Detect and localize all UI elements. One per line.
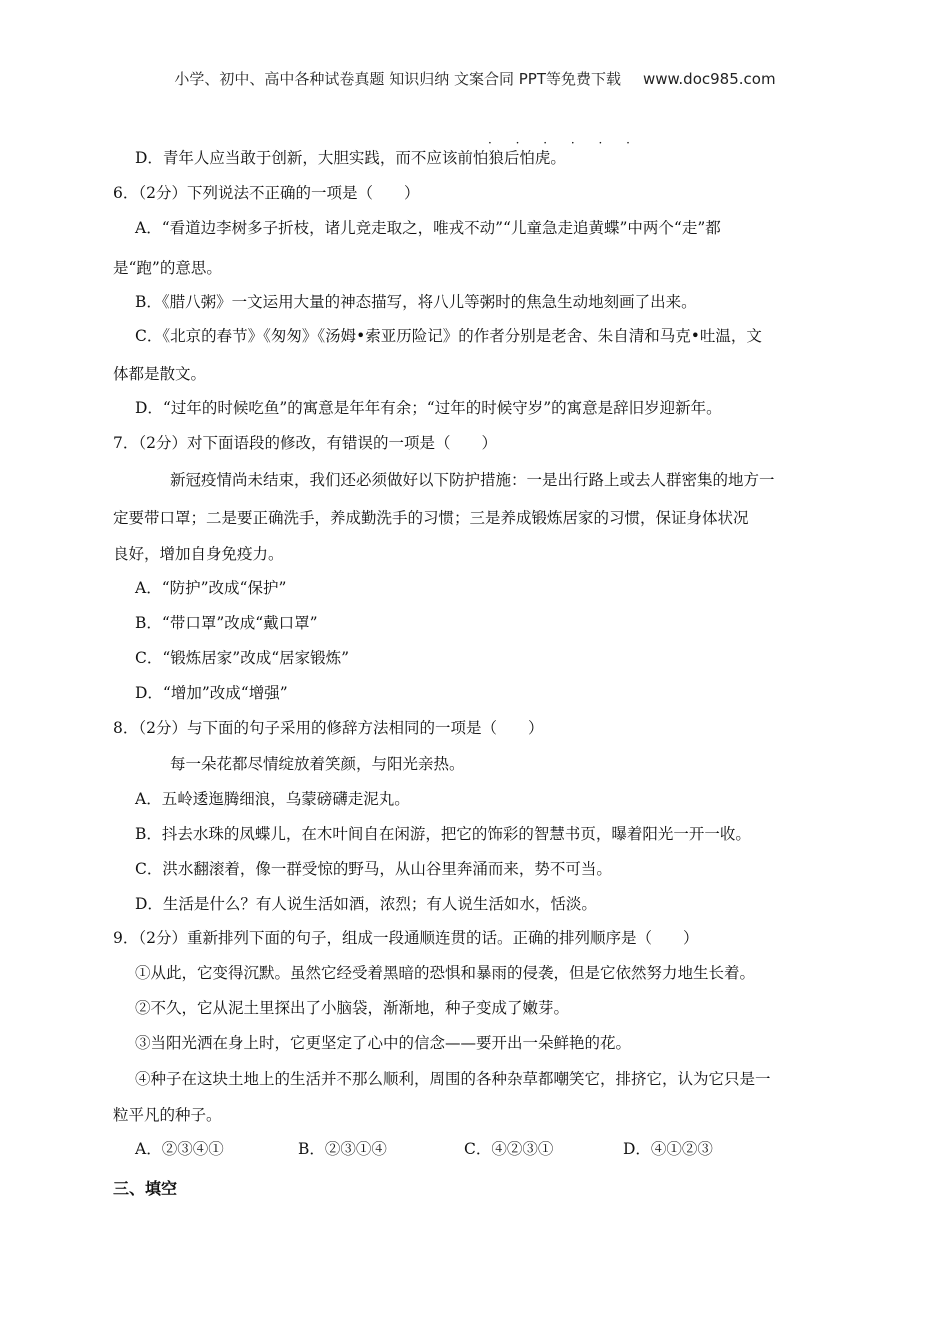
q5-option-d: D．青年人应当敢于创新，大胆实践，而不应该前怕狼后怕虎。: [135, 149, 566, 167]
q7-option-b: B．“带口罩”改成“戴口罩”: [135, 614, 318, 632]
q7-option-c: C．“锻炼居家”改成“居家锻炼”: [135, 649, 350, 667]
q9-sentence-1: ①从此，它变得沉默。虽然它经受着黑暗的恐惧和暴雨的侵袭，但是它依然努力地生长着。: [135, 964, 756, 982]
header-url[interactable]: www.doc985.com: [642, 70, 776, 88]
q6-option-a: A．“看道边李树多子折枝，诸儿竞走取之，唯戎不动”“儿童急走追黄蝶”中两个“走”都: [135, 219, 721, 237]
q8-option-d: D．生活是什么？有人说生活如酒，浓烈；有人说生活如水，恬淡。: [135, 895, 597, 913]
q9-sentence-4-cont: 粒平凡的种子。: [113, 1106, 222, 1124]
emphasis-dots: · · · · · ·: [488, 136, 640, 150]
q9-sentence-2: ②不久，它从泥土里探出了小脑袋，渐渐地，种子变成了嫩芽。: [135, 999, 570, 1017]
q7-stem: 7．（2分）对下面语段的修改，有错误的一项是（ ）: [113, 434, 497, 452]
q7-option-a: A．“防护”改成“保护”: [135, 579, 287, 597]
q8-sentence: 每一朵花都尽情绽放着笑颜，与阳光亲热。: [170, 755, 465, 773]
q9-option-c: C．④②③①: [464, 1140, 554, 1158]
q6-option-a-cont: 是“跑”的意思。: [113, 259, 222, 277]
q7-passage-3: 良好，增加自身免疫力。: [113, 545, 284, 563]
q7-option-d: D．“增加”改成“增强”: [135, 684, 288, 702]
q8-option-b: B．抖去水珠的凤蝶儿，在木叶间自在闲游，把它的饰彩的智慧书页，曝着阳光一开一收。: [135, 825, 751, 843]
q6-stem: 6．（2分）下列说法不正确的一项是（ ）: [113, 184, 420, 202]
header-text: 小学、初中、高中各种试卷真题 知识归纳 文案合同 PPT等免费下载: [174, 70, 621, 88]
q6-option-c: C．《北京的春节》《匆匆》《汤姆•索亚历险记》的作者分别是老舍、朱自清和马克•吐温，文: [135, 327, 762, 345]
q9-option-d: D．④①②③: [623, 1140, 713, 1158]
q9-option-b: B．②③①④: [298, 1140, 387, 1158]
q6-option-b: B．《腊八粥》一文运用大量的神态描写，将八儿等粥时的焦急生动地刻画了出来。: [135, 293, 697, 311]
q8-option-c: C．洪水翻滚着，像一群受惊的野马，从山谷里奔涌而来，势不可当。: [135, 860, 612, 878]
q9-sentence-4: ④种子在这块土地上的生活并不那么顺利，周围的各种杂草都嘲笑它，排挤它，认为它只是一: [135, 1070, 771, 1088]
q9-stem: 9．（2分）重新排列下面的句子，组成一段通顺连贯的话。正确的排列顺序是（ ）: [113, 929, 699, 947]
q8-stem: 8．（2分）与下面的句子采用的修辞方法相同的一项是（ ）: [113, 719, 544, 737]
section-title: 三、填空: [113, 1179, 178, 1198]
q8-option-a: A．五岭逶迤腾细浪，乌蒙磅礴走泥丸。: [135, 790, 410, 808]
q9-option-a: A．②③④①: [135, 1140, 224, 1158]
q6-option-c-cont: 体都是散文。: [113, 365, 207, 383]
q7-passage-2: 定要带口罩；二是要正确洗手，养成勤洗手的习惯；三是养成锻炼居家的习惯，保证身体状况: [113, 509, 749, 527]
q9-sentence-3: ③当阳光洒在身上时，它更坚定了心中的信念——要开出一朵鲜艳的花。: [135, 1034, 632, 1052]
q7-passage-1: 新冠疫情尚未结束，我们还必须做好以下防护措施：一是出行路上或去人群密集的地方一: [170, 471, 775, 489]
q6-option-d: D．“过年的时候吃鱼”的寓意是年年有余；“过年的时候守岁”的寓意是辞旧岁迎新年。: [135, 399, 722, 417]
page-header: [0, 68, 950, 89]
